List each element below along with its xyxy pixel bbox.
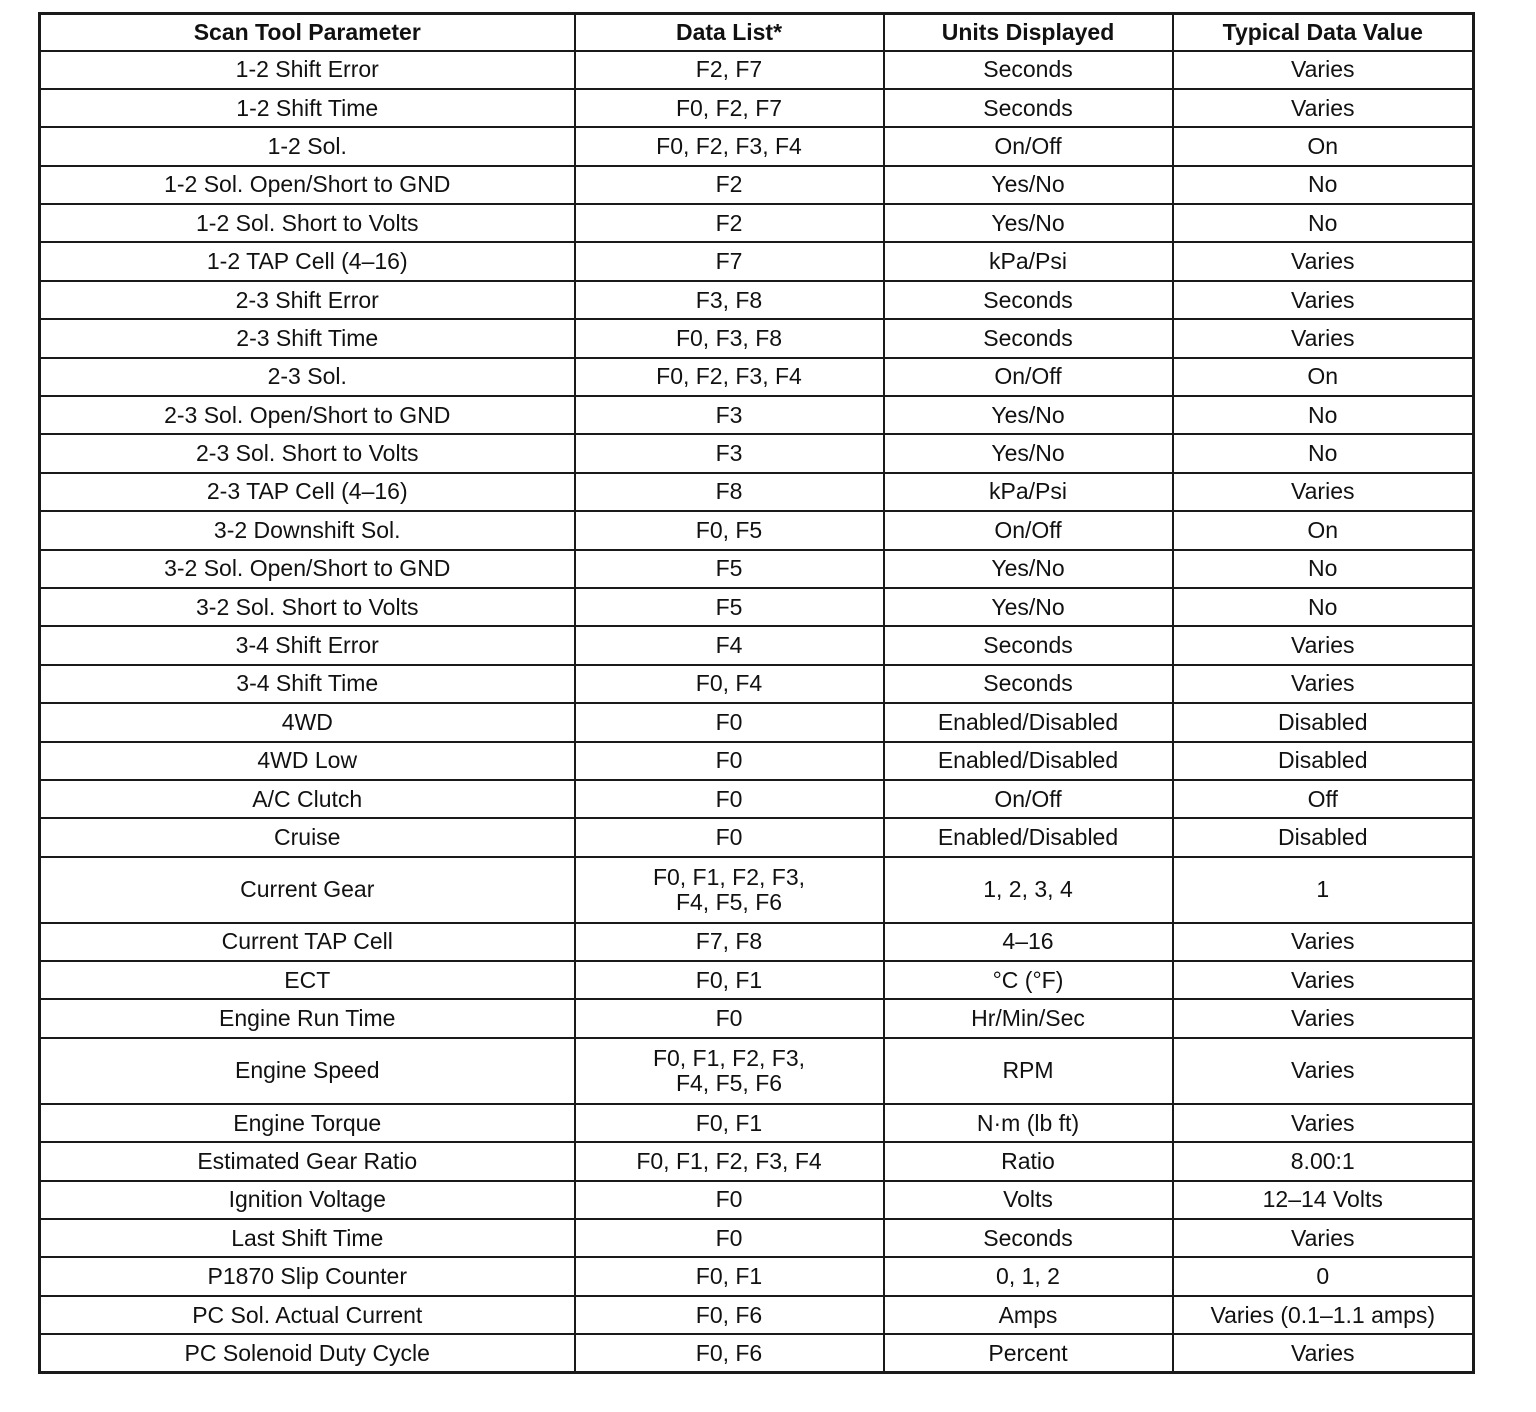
- units-cell: kPa/Psi: [884, 242, 1173, 280]
- table-row: [40, 166, 1474, 204]
- data-list-cell: F3, F8: [575, 281, 884, 319]
- units-cell: 0, 1, 2: [884, 1257, 1173, 1295]
- data-list-cell: F3: [575, 396, 884, 434]
- data-list-cell: F0, F1, F2, F3, F4: [575, 1142, 884, 1180]
- typical-value-cell: No: [1173, 396, 1474, 434]
- typical-value-cell: Varies: [1173, 89, 1474, 127]
- parameter-cell: Cruise: [40, 818, 575, 856]
- typical-value-cell: No: [1173, 588, 1474, 626]
- data-list-cell: F5: [575, 550, 884, 588]
- data-list-cell: F2: [575, 204, 884, 242]
- parameter-cell: 3-4 Shift Time: [40, 665, 575, 703]
- typical-value-cell: Varies: [1173, 923, 1474, 961]
- units-cell: Yes/No: [884, 166, 1173, 204]
- units-cell: Seconds: [884, 51, 1173, 89]
- table-row: [40, 204, 1474, 242]
- parameter-cell: Engine Torque: [40, 1104, 575, 1142]
- parameter-cell: PC Sol. Actual Current: [40, 1296, 575, 1334]
- typical-value-cell: No: [1173, 204, 1474, 242]
- typical-value-cell: No: [1173, 166, 1474, 204]
- parameter-cell: 3-2 Sol. Short to Volts: [40, 588, 575, 626]
- data-list-cell: F0, F2, F7: [575, 89, 884, 127]
- table-row: [40, 127, 1474, 165]
- table-row: [40, 281, 1474, 319]
- table-row: [40, 1038, 1474, 1104]
- typical-value-cell: Varies: [1173, 51, 1474, 89]
- units-cell: On/Off: [884, 127, 1173, 165]
- units-cell: Hr/Min/Sec: [884, 999, 1173, 1037]
- data-list-cell: F2, F7: [575, 51, 884, 89]
- typical-value-cell: On: [1173, 511, 1474, 549]
- table-row: [40, 550, 1474, 588]
- typical-value-cell: 0: [1173, 1257, 1474, 1295]
- parameter-cell: 4WD: [40, 703, 575, 741]
- units-cell: Volts: [884, 1181, 1173, 1219]
- units-cell: Percent: [884, 1334, 1173, 1372]
- table-row: [40, 1257, 1474, 1295]
- typical-value-cell: Varies: [1173, 665, 1474, 703]
- table-row: [40, 1219, 1474, 1257]
- typical-value-cell: Varies: [1173, 999, 1474, 1037]
- table-row: [40, 1181, 1474, 1219]
- units-cell: Seconds: [884, 1219, 1173, 1257]
- typical-value-cell: Varies: [1173, 1038, 1474, 1104]
- typical-value-cell: 8.00:1: [1173, 1142, 1474, 1180]
- parameter-cell: 2-3 TAP Cell (4–16): [40, 473, 575, 511]
- parameter-cell: A/C Clutch: [40, 780, 575, 818]
- units-cell: Yes/No: [884, 588, 1173, 626]
- data-list-cell: F0, F2, F3, F4: [575, 358, 884, 396]
- units-cell: kPa/Psi: [884, 473, 1173, 511]
- parameter-cell: ECT: [40, 961, 575, 999]
- data-list-cell: F0, F4: [575, 665, 884, 703]
- parameter-cell: P1870 Slip Counter: [40, 1257, 575, 1295]
- table-row: [40, 742, 1474, 780]
- data-list-cell: F2: [575, 166, 884, 204]
- table-row: [40, 780, 1474, 818]
- data-list-cell: F3: [575, 434, 884, 472]
- header-units-displayed: Units Displayed: [884, 14, 1173, 51]
- table-row: [40, 818, 1474, 856]
- table-row: [40, 665, 1474, 703]
- typical-value-cell: Disabled: [1173, 742, 1474, 780]
- table-row: [40, 961, 1474, 999]
- table-row: [40, 319, 1474, 357]
- units-cell: Seconds: [884, 665, 1173, 703]
- typical-value-cell: No: [1173, 434, 1474, 472]
- table-body: [40, 51, 1474, 1373]
- data-list-cell: F0, F1, F2, F3, F4, F5, F6: [575, 857, 884, 923]
- data-list-cell: F4: [575, 626, 884, 664]
- data-list-cell: F7, F8: [575, 923, 884, 961]
- parameter-cell: 2-3 Sol.: [40, 358, 575, 396]
- parameter-cell: Engine Speed: [40, 1038, 575, 1104]
- units-cell: °C (°F): [884, 961, 1173, 999]
- parameter-cell: Engine Run Time: [40, 999, 575, 1037]
- parameter-cell: 1-2 Shift Error: [40, 51, 575, 89]
- typical-value-cell: Varies: [1173, 1219, 1474, 1257]
- units-cell: RPM: [884, 1038, 1173, 1104]
- typical-value-cell: On: [1173, 358, 1474, 396]
- data-list-cell: F0: [575, 780, 884, 818]
- parameter-cell: Current TAP Cell: [40, 923, 575, 961]
- units-cell: 4–16: [884, 923, 1173, 961]
- typical-value-cell: Varies: [1173, 319, 1474, 357]
- table-row: [40, 396, 1474, 434]
- typical-value-cell: No: [1173, 550, 1474, 588]
- typical-value-cell: 12–14 Volts: [1173, 1181, 1474, 1219]
- parameter-cell: 2-3 Sol. Open/Short to GND: [40, 396, 575, 434]
- parameter-cell: Ignition Voltage: [40, 1181, 575, 1219]
- table-row: [40, 51, 1474, 89]
- typical-value-cell: Varies: [1173, 626, 1474, 664]
- parameter-cell: 1-2 Shift Time: [40, 89, 575, 127]
- data-list-cell: F0: [575, 818, 884, 856]
- units-cell: Ratio: [884, 1142, 1173, 1180]
- typical-value-cell: Varies: [1173, 242, 1474, 280]
- typical-value-cell: Varies: [1173, 473, 1474, 511]
- parameter-cell: 3-4 Shift Error: [40, 626, 575, 664]
- units-cell: Enabled/Disabled: [884, 742, 1173, 780]
- typical-value-cell: Varies: [1173, 1104, 1474, 1142]
- parameter-cell: 1-2 Sol. Open/Short to GND: [40, 166, 575, 204]
- typical-value-cell: Varies: [1173, 961, 1474, 999]
- units-cell: Seconds: [884, 626, 1173, 664]
- units-cell: Yes/No: [884, 550, 1173, 588]
- parameter-cell: Current Gear: [40, 857, 575, 923]
- data-list-cell: F8: [575, 473, 884, 511]
- scan-tool-parameter-table: [38, 12, 1475, 1374]
- typical-value-cell: 1: [1173, 857, 1474, 923]
- data-list-cell: F0, F3, F8: [575, 319, 884, 357]
- units-cell: Enabled/Disabled: [884, 818, 1173, 856]
- table-row: [40, 857, 1474, 923]
- table-row: [40, 1334, 1474, 1372]
- table-row: [40, 242, 1474, 280]
- scan-tool-data-page: [38, 12, 1472, 1374]
- typical-value-cell: Varies: [1173, 1334, 1474, 1372]
- units-cell: Enabled/Disabled: [884, 703, 1173, 741]
- typical-value-cell: Disabled: [1173, 818, 1474, 856]
- parameter-cell: 4WD Low: [40, 742, 575, 780]
- data-list-cell: F0: [575, 1219, 884, 1257]
- table-row: [40, 999, 1474, 1037]
- units-cell: Seconds: [884, 281, 1173, 319]
- typical-value-cell: Varies (0.1–1.1 amps): [1173, 1296, 1474, 1334]
- table-row: [40, 511, 1474, 549]
- units-cell: Yes/No: [884, 396, 1173, 434]
- units-cell: Amps: [884, 1296, 1173, 1334]
- parameter-cell: 3-2 Sol. Open/Short to GND: [40, 550, 575, 588]
- header-data-list: Data List*: [575, 14, 884, 51]
- parameter-cell: 1-2 TAP Cell (4–16): [40, 242, 575, 280]
- table-row: [40, 923, 1474, 961]
- parameter-cell: 2-3 Sol. Short to Volts: [40, 434, 575, 472]
- table-row: [40, 1104, 1474, 1142]
- table-row: [40, 703, 1474, 741]
- units-cell: Yes/No: [884, 434, 1173, 472]
- header-scan-tool-parameter: Scan Tool Parameter: [40, 14, 575, 51]
- units-cell: Yes/No: [884, 204, 1173, 242]
- data-list-cell: F0: [575, 742, 884, 780]
- data-list-cell: F0, F5: [575, 511, 884, 549]
- data-list-cell: F0: [575, 999, 884, 1037]
- units-cell: On/Off: [884, 511, 1173, 549]
- data-list-cell: F5: [575, 588, 884, 626]
- table-row: [40, 434, 1474, 472]
- parameter-cell: 3-2 Downshift Sol.: [40, 511, 575, 549]
- header-typical-data-value: Typical Data Value: [1173, 14, 1474, 51]
- data-list-cell: F0, F6: [575, 1296, 884, 1334]
- data-list-cell: F0, F1: [575, 1104, 884, 1142]
- table-row: [40, 89, 1474, 127]
- table-row: [40, 358, 1474, 396]
- typical-value-cell: Disabled: [1173, 703, 1474, 741]
- typical-value-cell: On: [1173, 127, 1474, 165]
- table-row: [40, 588, 1474, 626]
- units-cell: Seconds: [884, 319, 1173, 357]
- table-row: [40, 626, 1474, 664]
- data-list-cell: F0, F1: [575, 961, 884, 999]
- parameter-cell: PC Solenoid Duty Cycle: [40, 1334, 575, 1372]
- table-row: [40, 1142, 1474, 1180]
- data-list-cell: F0, F2, F3, F4: [575, 127, 884, 165]
- data-list-cell: F7: [575, 242, 884, 280]
- data-list-cell: F0, F1, F2, F3, F4, F5, F6: [575, 1038, 884, 1104]
- data-list-cell: F0: [575, 1181, 884, 1219]
- parameter-cell: 1-2 Sol.: [40, 127, 575, 165]
- parameter-cell: 1-2 Sol. Short to Volts: [40, 204, 575, 242]
- data-list-cell: F0, F6: [575, 1334, 884, 1372]
- parameter-cell: 2-3 Shift Time: [40, 319, 575, 357]
- table-header-row: [40, 14, 1474, 51]
- units-cell: On/Off: [884, 780, 1173, 818]
- typical-value-cell: Off: [1173, 780, 1474, 818]
- data-list-cell: F0, F1: [575, 1257, 884, 1295]
- table-row: [40, 1296, 1474, 1334]
- data-list-cell: F0: [575, 703, 884, 741]
- parameter-cell: Last Shift Time: [40, 1219, 575, 1257]
- units-cell: Seconds: [884, 89, 1173, 127]
- parameter-cell: Estimated Gear Ratio: [40, 1142, 575, 1180]
- table-row: [40, 473, 1474, 511]
- parameter-cell: 2-3 Shift Error: [40, 281, 575, 319]
- units-cell: N·m (lb ft): [884, 1104, 1173, 1142]
- units-cell: On/Off: [884, 358, 1173, 396]
- units-cell: 1, 2, 3, 4: [884, 857, 1173, 923]
- typical-value-cell: Varies: [1173, 281, 1474, 319]
